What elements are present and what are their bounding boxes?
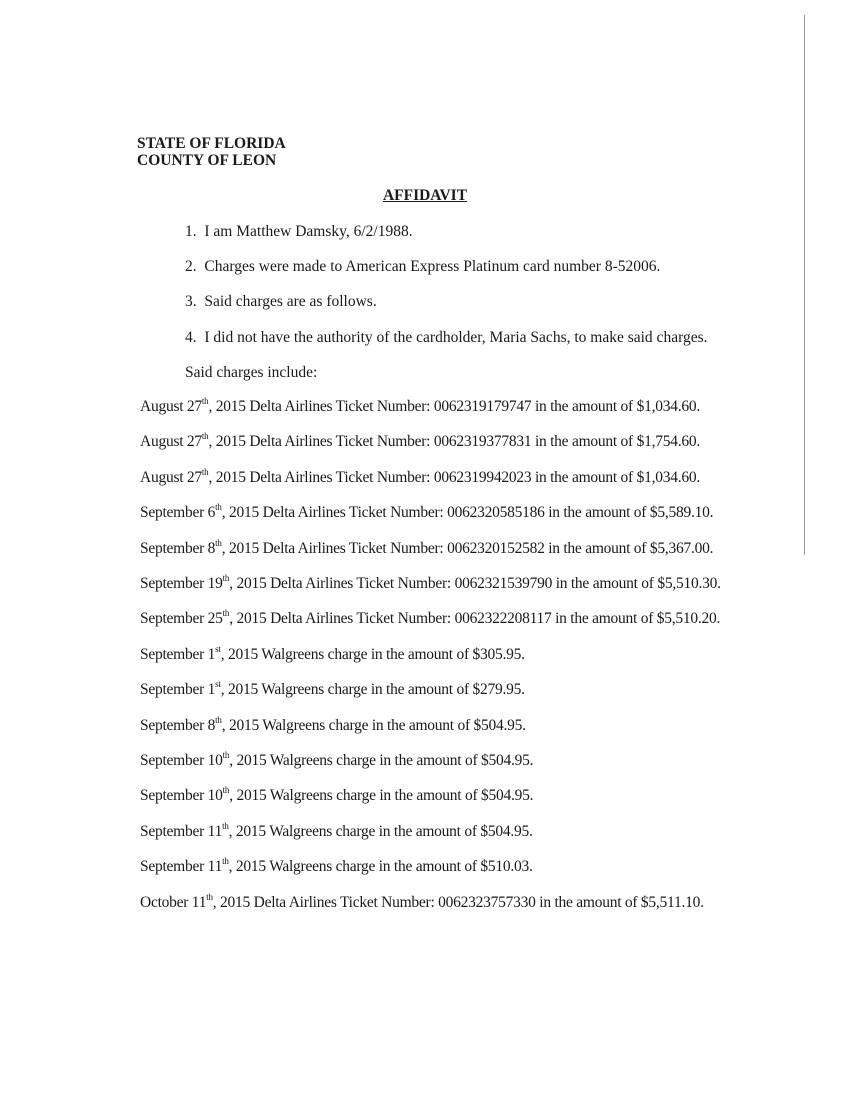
charge-details: , 2015 Walgreens charge in the amount of $305.95. (220, 645, 525, 663)
statement-text: Said charges are as follows. (204, 293, 377, 311)
county-heading: COUNTY OF LEON (137, 152, 277, 169)
charge-item (140, 714, 526, 735)
date-suffix: th (206, 891, 213, 902)
charge-details: , 2015 Delta Airlines Ticket Number: 0062323757330 in the amount of $5,511.10. (212, 893, 704, 911)
charge-details: , 2015 Walgreens charge in the amount of $504.95. (229, 752, 534, 769)
charge-date: August 27 (140, 398, 202, 415)
charge-details: , 2015 Delta Airlines Ticket Number: 0062320152582 in the amount of $5,367.00. (221, 539, 714, 557)
charge-item (140, 610, 720, 628)
charge-item (140, 752, 533, 770)
charge-date: September 8 (140, 716, 216, 734)
charge-details: , 2015 Delta Airlines Ticket Number: 0062319179747 in the amount of $1,034.60. (208, 398, 700, 415)
date-suffix: th (222, 750, 230, 760)
state-heading: STATE OF FLORIDA (137, 135, 286, 152)
statement-item (185, 258, 660, 276)
date-suffix: th (215, 502, 222, 513)
charge-details: , 2015 Walgreens charge in the amount of $279.95. (220, 681, 525, 699)
charge-details: , 2015 Walgreens charge in the amount of $504.95. (228, 822, 533, 840)
date-suffix: st (215, 679, 221, 690)
charge-details: , 2015 Walgreens charge in the amount of $504.95. (229, 787, 534, 805)
charge-date: September 10 (140, 752, 223, 769)
charge-details: , 2015 Delta Airlines Ticket Number: 0062321539790 in the amount of $5,510.30. (229, 575, 721, 592)
charge-item (140, 787, 533, 805)
charge-date: September 1 (140, 645, 216, 663)
charge-date: September 25 (140, 610, 223, 628)
charge-details: , 2015 Walgreens charge in the amount of $504.95. (221, 716, 526, 734)
charge-item (140, 398, 700, 416)
charge-date: September 11 (140, 858, 223, 876)
date-suffix: th (215, 537, 222, 548)
charge-date: August 27 (140, 468, 202, 486)
date-suffix: th (222, 856, 229, 867)
date-suffix: th (201, 466, 209, 477)
charge-date: August 27 (140, 433, 202, 451)
charge-details: , 2015 Delta Airlines Ticket Number: 0062322208117 in the amount of $5,510.20. (229, 610, 721, 628)
date-suffix: th (222, 785, 230, 796)
date-suffix: th (215, 714, 222, 725)
statement-number: 2. (185, 258, 197, 276)
charge-date: September 10 (140, 787, 223, 805)
title-text: AFFIDAVIT (382, 187, 468, 204)
statement-item (185, 329, 708, 347)
charge-date: September 8 (140, 539, 216, 557)
charge-date: September 19 (140, 575, 223, 592)
charge-details: , 2015 Walgreens charge in the amount of $510.03. (228, 858, 533, 876)
date-suffix: th (222, 573, 230, 583)
charge-date: October 11 (140, 893, 207, 911)
charge-item (140, 891, 704, 912)
charge-item (140, 681, 525, 699)
charge-date: September 6 (140, 504, 216, 522)
statement-text: I am Matthew Damsky, 6/2/1988. (204, 223, 413, 240)
statement-number: 1. (185, 223, 197, 240)
statement-text: Charges were made to American Express Platinum card number 8-52006. (204, 258, 661, 276)
statement-text: I did not have the authority of the cardholder, Maria Sachs, to make said charges. (204, 328, 708, 346)
charge-date: September 11 (140, 822, 223, 840)
date-suffix: st (215, 643, 221, 654)
statement-number: 3. (185, 293, 197, 311)
date-suffix: th (222, 820, 229, 831)
charge-item (140, 575, 721, 593)
charge-item (140, 820, 533, 841)
date-suffix: th (222, 608, 230, 619)
charge-date: September 1 (140, 681, 216, 699)
charge-item (140, 537, 714, 558)
charge-item (140, 504, 713, 522)
charge-details: , 2015 Delta Airlines Ticket Number: 0062319942023 in the amount of $1,034.60. (208, 468, 700, 486)
document-title (0, 187, 850, 205)
statement-item (185, 223, 413, 241)
statement-number: 4. (185, 328, 197, 346)
scan-edge-line (804, 15, 805, 555)
charges-intro: Said charges include: (185, 364, 318, 381)
charge-item (140, 466, 700, 487)
charge-item (140, 858, 533, 876)
charge-item (140, 433, 700, 451)
charge-item (140, 643, 525, 664)
statement-item (185, 293, 377, 311)
charge-details: , 2015 Delta Airlines Ticket Number: 0062319377831 in the amount of $1,754.60. (208, 433, 700, 451)
date-suffix: th (201, 396, 209, 406)
charge-details: , 2015 Delta Airlines Ticket Number: 0062320585186 in the amount of $5,589.10. (221, 504, 714, 522)
date-suffix: th (201, 431, 209, 442)
